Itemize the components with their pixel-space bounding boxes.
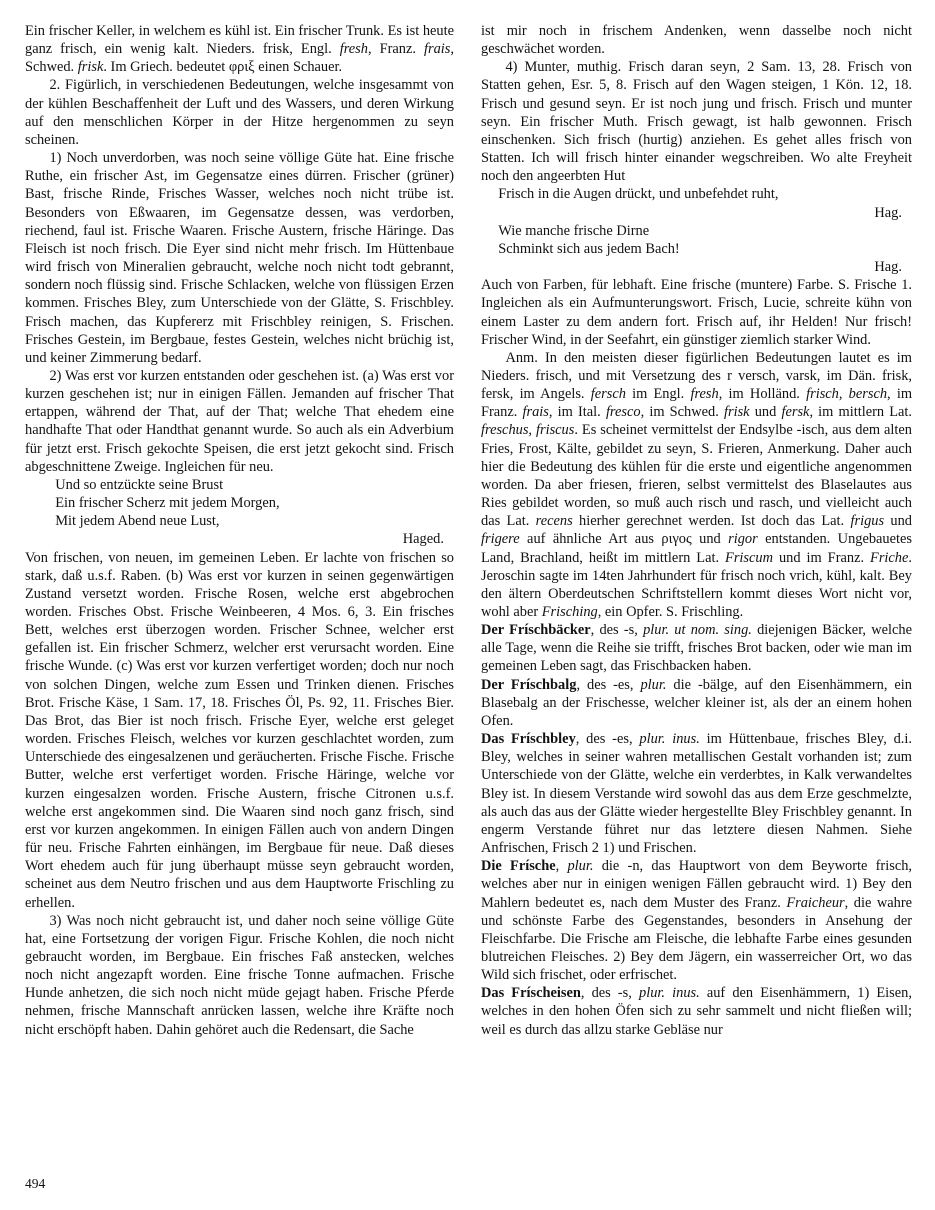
text-run: , des -s, [580, 985, 640, 1002]
text-run: Mit jedem Abend neue Lust, [55, 513, 220, 530]
text-run: und [749, 404, 782, 421]
paragraph-frisch-anmerkung [481, 349, 912, 621]
text-run: , ein Opfer. S. Frischling. [597, 604, 744, 620]
text-run: Schminkt sich aus jedem Bach! [498, 240, 680, 257]
text-run: . Jeroschin sagte im 14ten Jahrhundert für frisch noch vrich, kühl, kalt. Bey den ältern Oberdeutschen Schriftstellern kommt dieses Wort nicht vor, wohl aber [481, 549, 912, 620]
text-run: frisch, bersch [806, 386, 888, 403]
text-run: , Schwed. [25, 41, 455, 76]
text-run: ist mir noch in frischem Andenken, wenn dasselbe noch nicht geschwächet worden. [481, 23, 912, 58]
text-run: frigere [481, 531, 520, 548]
text-run: auf ähnliche Art aus ριγος und [519, 531, 729, 548]
verse-attribution [481, 204, 912, 222]
text-run: , im Ital. [548, 404, 606, 421]
text-run: Ein frischer Keller, in welchem es kühl ist. Ein frischer Trunk. Es ist heute ganz frisch, ein wenig kalt. Nieders. frisk, Engl. [25, 23, 454, 58]
verse-attribution [25, 530, 454, 548]
headword: Das Fríschbley [481, 731, 576, 748]
text-run: 1) Noch unverdorben, was noch seine völlige Güte hat. Eine frische Ruthe, ein frischer Ast, im Gegensatze eines dürren. Frischer (grüner) Bast, frische Rinde, Frisches Wasser, welches noch nicht trübe ist. Besonders von Eßwaaren, im Gegensatze dessen, was verdorben, riechend, faul ist. Frische Waaren. Frische Austern, frische Häringe. Das Fleisch ist noch frisch. Die Eyer sind nicht mehr frisch. Im Hüttenbaue wird frisch von Mineralien gebraucht, welche noch nicht todt gebrannt, sondern noch flüssig sind. Frische Schlacken, welche von flüssigen Erzen kommen. Frisches Bley, zum Unterschiede von der Glätte, S. Frischbley. Frisch machen, das Kupfererz mit Frischbley reinigen, S. Frischen. Frisches Gestein, im Bergbaue, festes Gestein, welches nicht brüchig ist, und keiner Zimmerung bedarf. [25, 150, 454, 366]
text-run: diejenigen Bäcker, welche alle Tage, wenn die Reihe sie trifft, frisches Brot backen, oder wie man im gemeinen Leben sagt, das Frischbacken haben. [481, 622, 912, 675]
text-run: Friche [870, 549, 909, 566]
paragraph-frisch-colors [481, 276, 912, 349]
text-run: plur. inus. [639, 731, 700, 748]
text-run: frais [522, 404, 549, 421]
text-run: recens [535, 513, 573, 530]
text-run: fresh [690, 386, 719, 403]
text-run: die -bälge, auf den Eisenhämmern, ein Blasebalg an der Frischesse, welcher kleiner ist, als der an einem hohen Ofen. [481, 676, 912, 729]
text-run: Ein frischer Scherz mit jedem Morgen, [55, 495, 280, 512]
paragraph-frisch-literal-continuation [25, 22, 454, 76]
text-run: fresh [339, 41, 368, 58]
text-run: . Es scheinet vermittelst der Endsylbe -isch, aus dem alten Fries, Frost, Kälte, gebildet zu seyn, S. Frieren, Anmerkung. Daher auch hier die Bedeutung des kühlen für die erste und eigentliche angenommen worden. Da aber friesen, frieren, selbst vermittelst des Blaselautes aus Ries gebildet worden, so muß auch risch und rasch, und vielleicht auch das Lat. [481, 422, 912, 530]
text-run: fersk [781, 404, 810, 421]
verse-line [481, 222, 912, 240]
verse-line [481, 185, 912, 203]
text-run: , des -es, [575, 731, 640, 748]
verse-line [25, 494, 454, 512]
text-run: , Franz. [367, 41, 424, 58]
text-run: hierher gerechnet werden. Ist doch das Lat. [572, 513, 851, 530]
page-number: 494 [25, 1176, 46, 1191]
text-run: plur. inus. [639, 985, 700, 1002]
text-run: , die wahre und schönste Farbe des Gegenstandes, besonders in Ansehung der Fleischfarbe. Die Frische am Fleische, die lebhafte Farbe eines gesunden blutreichen Fleisches. 2) Bey dem Jägern, ein wasserreicher Ort, wo das Wild sich frischet, oder erfrischet. [481, 894, 912, 984]
paragraph-frisch-sense-2-intro [25, 76, 454, 149]
entry-frischbaecker [481, 621, 912, 675]
text-run: , im Schwed. [640, 404, 724, 421]
text-run: Frisching [541, 604, 598, 620]
text-run: fersch [590, 386, 626, 403]
text-run: Fraicheur [786, 894, 845, 911]
paragraph-frisch-sense-2-3-continuation [481, 22, 912, 58]
text-run: fresco [605, 404, 641, 421]
verse-line [25, 476, 454, 494]
text-run: Frisch in die Augen drückt, und unbefehdet ruht, [498, 186, 779, 203]
text-run: Und so entzückte seine Brust [55, 476, 224, 493]
paragraph-frisch-sense-2-2bc [25, 549, 454, 912]
text-run: 2) Was erst vor kurzen entstanden oder geschehen ist. (a) Was erst vor kurzen geschehen ist; nur in einigen Fällen. Jemanden auf frischer That ertappen, während der That, auf der That; welche That ehedem eine handhafte That oder Handthat genannt wurde. So auch als ein Adverbium für jetzt erst. Frisch gekochte Speisen, die erst jetzt gekocht sind. Frisch abgeschnittene Zweige. Ingleichen für neu. [25, 367, 454, 475]
text-run: entstanden. Ungebauetes Land, Brachland, heißt im mittlern Lat. [481, 531, 913, 566]
text-run: , im Franz. [481, 386, 913, 421]
text-run: Anm. In den meisten dieser figürlichen Bedeutungen lautet es im Nieders. frisch, und mit Versetzung des r versch, varsk, im Dän. frisk, fersk, im Angels. [481, 349, 912, 403]
verse-line [481, 240, 912, 258]
verse-attribution [481, 258, 912, 276]
text-run: rigor [728, 531, 758, 548]
text-run: 3) Was noch nicht gebraucht ist, und daher noch seine völlige Güte hat, eine Fortsetzung der vorigen Figur. Frische Kohlen, die noch nicht gebraucht worden, im Bergbaue. Ein frisches Faß anstecken, welches noch nicht angezapft worden. Eine frische Tonne aufmachen. Frische Hunde anhetzen, die sich noch nicht müde gejagt haben. Frische Pferde nehmen, frische Mannschaft anrücken lassen, welche ihre Kräfte noch nicht erschöpft haben. Dahin gehöret auch die Redensart, die Sache [25, 912, 454, 1038]
text-run: 2. Figürlich, in verschiedenen Bedeutungen, welche insgesammt von der kühlen Beschaffenheit der Luft und des Wassers, und deren Wirkung auf den menschlichen Körper in der Hitze hergenommen zu seyn scheinen. [25, 77, 454, 148]
paragraph-frisch-sense-2-4 [481, 58, 912, 185]
text-run: Von frischen, von neuen, im gemeinen Leben. Er lachte von frischen so stark, daß u.s.f. Raben. (b) Was erst vor kurzen in seinen gegenwärtigen Zustand versetzt worden. Frische Rosen, welche erst abgebrochen worden. Frisches Obst. Frische Weinbeeren, 4 Mos. 6, 3. Ein frisches Bett, welches erst überzogen worden. Frischer Schnee, welcher erst gefallen ist. Ein frischer Schmerz, welcher erst verursacht worden. Eine frische Wunde. (c) Was erst vor kurzen verfertiget worden; doch nur noch von solchen Dingen, welche zum Essen und Trinken dienen. Frisches Brot. Frische Käse, 1 Sam. 17, 18. Frisches Öl, Ps. 92, 11. Frisches Bier. Das Brot, das Bier ist noch frisch. Frische Eyer, welche erst geleget worden. Frisches Fleisch, welches vor kurzen geschlachtet worden, zum Unterschiede des eingesalzenen und geräucherten. Frische Fische. Frische Butter, welche erst verfertiget worden. Frische Häringe, welche vor kurzen eingesalzen worden. Frische Austern, frische Citronen u.s.f. welche erst angekommen sind. Die Waaren sind noch ganz frisch, sind erst vor kurzen angekommen. In einigen Fällen auch von andern Dingen für neu. Frische Fahrten einhängen, im Bergbaue für neue. Daß dieses Wort ehedem auch für jung überhaupt müsse seyn gebraucht worden, scheinet aus dem Neutro frischen und aus dem Hauptworte Frischling zu erhellen. [25, 549, 454, 911]
text-run: auf den Eisenhämmern, 1) Eisen, welches in den hohen Öfen sich zu sehr sammelt und nicht fließen will; weil es durch das allzu starke Gebläse nur [481, 985, 912, 1038]
text-run: Hag. [874, 259, 902, 276]
text-run: , des -s, [590, 622, 644, 639]
text-run: , [555, 858, 568, 875]
paragraph-frisch-sense-2-3 [25, 912, 454, 1039]
text-run: plur. [640, 676, 667, 693]
text-run: , im mittlern Lat. [809, 404, 913, 421]
entry-frische [481, 857, 912, 984]
entry-frischbley [481, 730, 912, 857]
text-run: 4) Munter, muthig. Frisch daran seyn, 2 Sam. 13, 28. Frisch von Statten gehen, Esr. 5, 8. Frisch auf den Wagen steigen, 1 Kön. 12, 18. Frisch und gesund seyn. Er ist noch jung und frisch. Frisch und munter seyn. Ein frischer Muth. Frisch gewagt, ist halb gewonnen. Frisch einschenken. Sich frisch (hurtig) anziehen. Es gehet alles frisch von Statten. Ich will frisch hinter einander wegschreiben. Wo alte Freyheit noch den angeerbten Hut [481, 59, 912, 185]
text-run: und im Franz. [773, 549, 871, 566]
left-column [25, 22, 454, 1039]
text-run: Hag. [874, 204, 902, 221]
text-run: im Hüttenbaue, frisches Bley, d.i. Bley, welches in seiner wahren metallischen Gestalt vorhanden ist; zum Unterschiede von der Glätte, welche ein verderbtes, in Kalk verwandeltes Bley ist. In diesem Verstande wird sowohl das aus dem Erze geschmelzte, als auch das aus der Glätte wieder hergestellte Bley Frischbley genannt. In engerm Verstande führet nur das letztere diesen Nahmen. Siehe Anfrischen, Frisch 2 1) und Frischen. [481, 731, 912, 857]
text-run: frisk [77, 59, 104, 76]
paragraph-frisch-sense-2-1 [25, 149, 454, 367]
text-run: frigus [850, 513, 885, 530]
text-run: plur. [567, 858, 594, 875]
text-run: , im Holländ. [718, 386, 807, 403]
text-run: , des -es, [576, 676, 641, 693]
paragraph-frisch-sense-2-2a [25, 367, 454, 476]
text-run: im Engl. [625, 386, 691, 403]
text-run: Haged. [402, 531, 444, 548]
headword: Der Fríschbäcker [481, 622, 591, 639]
text-run: Friscum [725, 549, 773, 566]
text-run: Auch von Farben, für lebhaft. Eine frische (muntere) Farbe. S. Frische 1. Ingleichen als ein Aufmunterungswort. Frisch, Lucie, schreite kühn von einem Laster zu dem andern fort. Frisch auf, ihr Helden! Nur frisch! Frischer Wind, in der Seefahrt, ein günstiger ziemlich starker Wind. [481, 277, 912, 348]
text-run: plur. ut nom. sing. [643, 622, 752, 639]
text-run: und [884, 513, 913, 530]
headword: Der Fríschbalg [481, 676, 577, 693]
entry-frischeisen [481, 984, 912, 1038]
verse-line [25, 512, 454, 530]
text-run: freschus, friscus [481, 422, 575, 439]
text-run: frais [424, 41, 451, 58]
headword: Das Fríscheisen [481, 985, 581, 1002]
text-run: Wie manche frische Dirne [498, 222, 650, 239]
text-run: frisk [723, 404, 750, 421]
text-run: . Im Griech. bedeutet φριξ einen Schauer. [103, 59, 343, 76]
text-run: die -n, das Hauptwort von dem Beyworte frisch, welches aber nur in einigen wenigen Fällen gebraucht wird. 1) Bey den Mahlern bedeutet es, nach dem Muster des Franz. [481, 858, 913, 911]
headword: Die Frísche [481, 858, 556, 875]
right-column [481, 22, 912, 1039]
entry-frischbalg [481, 676, 912, 730]
